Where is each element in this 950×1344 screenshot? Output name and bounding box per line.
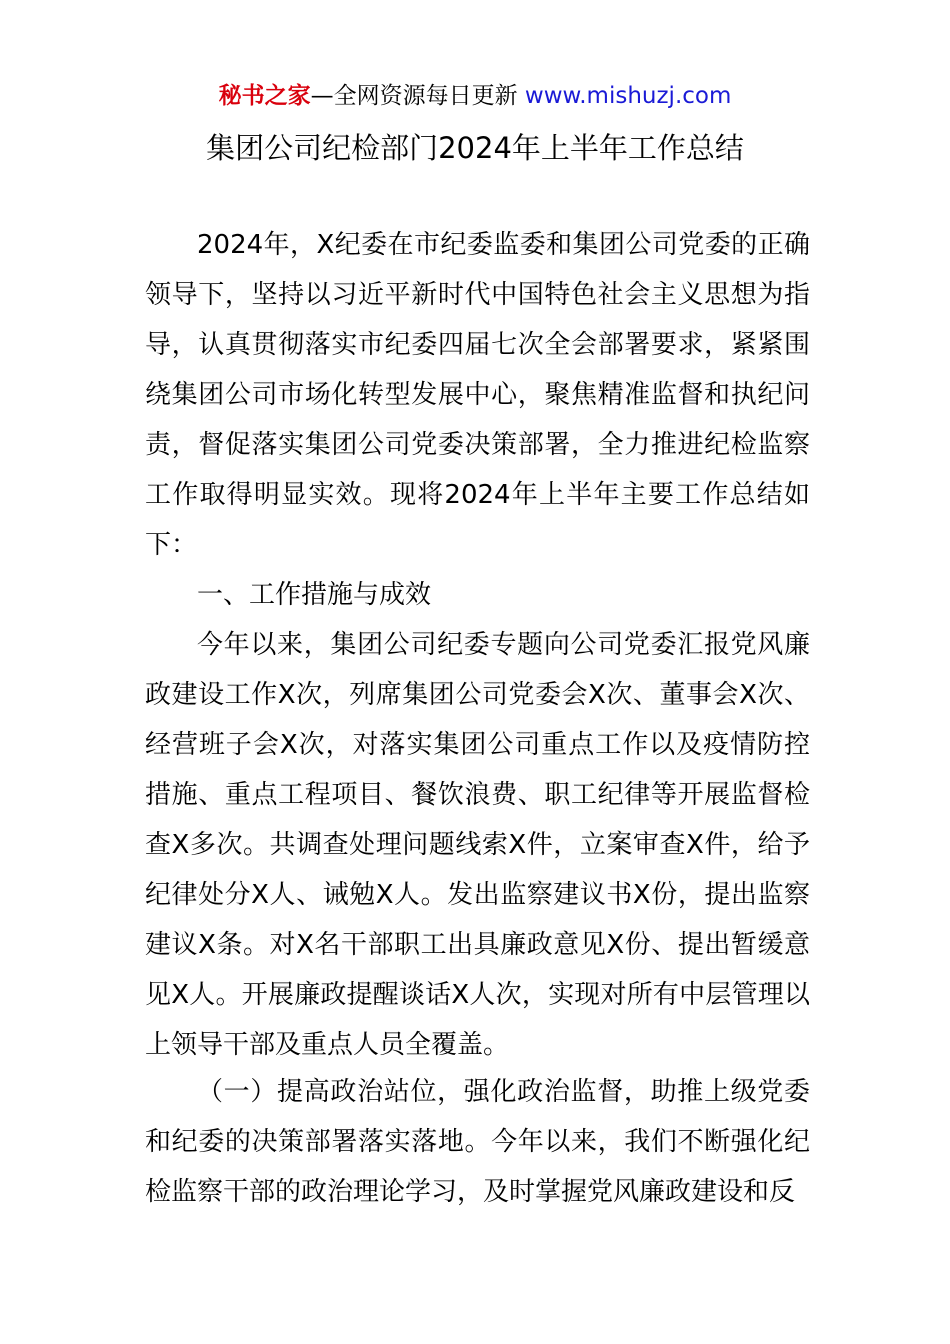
- results-paragraph: 今年以来，集团公司纪委专题向公司党委汇报党风廉政建设工作X次，列席集团公司党委会X次、董事会X次、经营班子会X次，对落实集团公司重点工作以及疫情防控措施、重点工程项目、餐饮浪费、职工纪律等开展监督检查X多次。共调查处理问题线索X件，立案审查X件，给予纪律处分X人、诫勉X人。发出监察建议书X份，提出监察建议X条。对X名干部职工出具廉政意见X份、提出暂缓意见X人。开展廉政提醒谈话X人次，实现对所有中层管理以上领导干部及重点人员全覆盖。: [145, 630, 810, 1060]
- section-heading: 一、工作措施与成效: [197, 580, 432, 610]
- site-brand: 秘书之家: [218, 83, 311, 109]
- intro-paragraph: 2024年，X纪委在市纪委监委和集团公司党委的正确领导下，坚持以习近平新时代中国特色社会主义思想为指导，认真贯彻落实市纪委四届七次全会部署要求，紧紧围绕集团公司市场化转型发展中心，聚焦精准监督和执纪问责，督促落实集团公司党委决策部署，全力推进纪检监察工作取得明显实效。现将2024年上半年主要工作总结如下：: [145, 230, 810, 560]
- subsection-paragraph: （一）提高政治站位，强化政治监督，助推上级党委和纪委的决策部署落实落地。今年以来，我们不断强化纪检监察干部的政治理论学习，及时掌握党风廉政建设和反: [145, 1077, 810, 1207]
- site-tagline: —全网资源每日更新: [310, 83, 525, 109]
- site-url-link[interactable]: www.mishuzj.com: [524, 83, 732, 109]
- document-title: 集团公司纪检部门2024年上半年工作总结: [206, 131, 744, 165]
- site-header: [0, 80, 950, 112]
